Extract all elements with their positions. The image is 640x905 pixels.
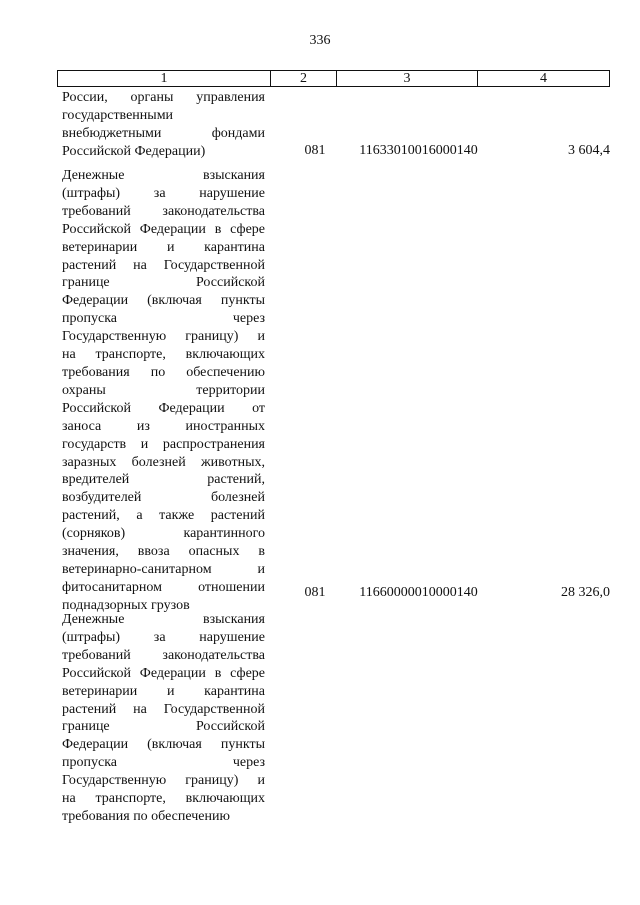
description-line: Российской Федерации в сфере <box>62 221 265 237</box>
header-col-1: 1 <box>58 71 271 86</box>
header-col-3: 3 <box>337 71 478 86</box>
admin-code: 081 <box>304 585 326 600</box>
description-line: на транспорте, включающих <box>62 347 265 363</box>
description-line: Российской Федерации от <box>62 400 265 416</box>
amount: 28 326,0 <box>561 585 610 600</box>
description-line: растений, а также растений <box>62 508 265 524</box>
description-line: ветеринарии и карантина <box>62 239 265 255</box>
description-line: Российской Федерации) <box>62 143 206 159</box>
description-line: Федерации (включая пункты <box>62 737 265 753</box>
amount: 3 604,4 <box>568 143 610 158</box>
description-line: требований законодательства <box>62 647 265 663</box>
page-number: 336 <box>309 33 331 48</box>
description-line: внебюджетными фондами <box>62 125 265 141</box>
description-line: охраны территории <box>62 382 265 398</box>
description-line: государств и распространения <box>62 436 265 452</box>
description-line: вредителей растений, <box>62 472 265 488</box>
description-line: требования по обеспечению <box>62 364 265 380</box>
description-line: заноса из иностранных <box>62 418 265 434</box>
kbk-code: 11633010016000140 <box>359 143 478 158</box>
description-line: ветеринарно-санитарном и <box>62 561 265 577</box>
description-line: растений на Государственной <box>62 701 265 717</box>
description-line: России, органы управления <box>62 90 265 105</box>
description-line: пропуска через <box>62 755 265 771</box>
description-line: границе Российской <box>62 275 265 291</box>
description-line: Российской Федерации в сфере <box>62 665 265 681</box>
row-description <box>62 611 265 826</box>
description-line: заразных болезней животных, <box>62 454 265 470</box>
row-description <box>62 89 265 161</box>
description-line: возбудителей болезней <box>62 490 265 506</box>
description-line: на транспорте, включающих <box>62 791 265 807</box>
description-line: требований законодательства <box>62 203 265 219</box>
admin-code: 081 <box>304 143 326 158</box>
description-line: значения, ввоза опасных в <box>62 544 265 560</box>
description-line: Денежные взыскания <box>62 612 265 627</box>
header-col-4: 4 <box>540 70 547 86</box>
kbk-code: 11660000010000140 <box>359 585 478 600</box>
description-line: Государственную границу) и <box>62 329 265 345</box>
description-line: (штрафы) за нарушение <box>62 629 265 645</box>
description-line: (штрафы) за нарушение <box>62 185 265 201</box>
description-line: (сорняков) карантинного <box>62 526 265 542</box>
description-line: пропуска через <box>62 311 265 327</box>
description-line: требования по обеспечению <box>62 808 230 824</box>
header-col-2: 2 <box>271 71 337 86</box>
row-description <box>62 167 265 615</box>
description-line: границе Российской <box>62 719 265 735</box>
description-line: растений на Государственной <box>62 257 265 273</box>
description-line: государственными <box>62 107 174 123</box>
description-line: ветеринарии и карантина <box>62 683 265 699</box>
description-line: Денежные взыскания <box>62 168 265 183</box>
description-line: Государственную границу) и <box>62 773 265 789</box>
table-header <box>57 70 610 87</box>
description-line: фитосанитарном отношении <box>62 579 265 595</box>
description-line: поднадзорных грузов <box>62 597 190 613</box>
description-line: Федерации (включая пункты <box>62 293 265 309</box>
